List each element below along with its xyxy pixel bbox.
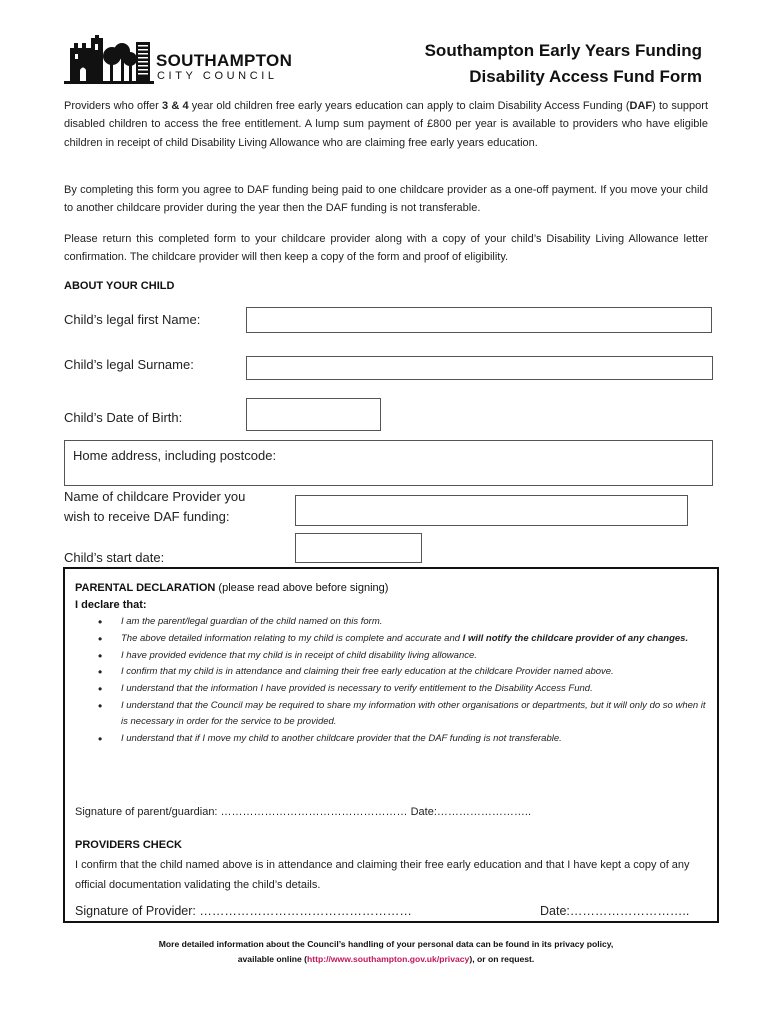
home-address-field[interactable]	[64, 440, 713, 486]
providers-check-text: I confirm that the child named above is in attendance and claiming their free early education and that I have kept a copy of any official documentation validating the child’s details.	[75, 859, 690, 891]
privacy-footer	[64, 937, 708, 967]
declaration-item: • I confirm that my child is in attendance and claiming their free early education at the childcare Provider named above.	[98, 664, 708, 680]
declaration-heading: PARENTAL DECLARATION (please read above before signing)	[75, 582, 389, 594]
declaration-item: • I understand that the Council may be required to share my information with other organisations or departments, but it will only do so when it is necessary in order for the service to be provided.	[98, 698, 708, 730]
first-name-field[interactable]	[246, 307, 712, 333]
declaration-item: • I understand that if I move my child to another childcare provider that the DAF funding is not transferable.	[98, 731, 708, 747]
start-date-label: Child’s start date:	[64, 550, 165, 565]
title-line-1: Southampton Early Years Funding	[424, 41, 702, 60]
provider-date-line[interactable]: Date:………………………..	[540, 904, 690, 918]
privacy-link[interactable]: http://www.southampton.gov.uk/privacy	[306, 954, 470, 964]
footer-line-1: More detailed information about the Council’s handling of your personal data can be found in its privacy policy,	[158, 939, 614, 949]
providers-check-heading: PROVIDERS CHECK	[75, 839, 182, 851]
council-logo-icon	[64, 34, 154, 84]
page-title	[425, 38, 702, 90]
intro-paragraph-3: Please return this completed form to your childcare provider along with a copy of your child’s Disability Living Allowance letter confirmation. The childcare provider will then keep a copy of the form and proof of eligibility.	[64, 233, 708, 264]
provider-name-field[interactable]	[295, 495, 688, 526]
intro-paragraph-1: Providers who offer 3 & 4 year old children free early years education can apply to claim Disability Access Funding (DAF) to support disabled children to access the free entitlement. A lump sum payment of £800 per year is available to providers who have eligible children in receipt of child Disability Living Allowance who are claiming free early years education.	[64, 100, 709, 149]
declaration-item: • I have provided evidence that my child is in receipt of child disability living allowance.	[98, 648, 708, 664]
title-line-2: Disability Access Fund Form	[469, 67, 702, 86]
intro-paragraph-2: By completing this form you agree to DAF funding being paid to one childcare provider as a one-off payment. If you move your child to another childcare provider during the year then the DAF funding is not transferable.	[64, 184, 708, 215]
declaration-item: • The above detailed information relating to my child is complete and accurate and I will notify the childcare provider of any changes.	[98, 631, 708, 647]
declare-that: I declare that:	[75, 599, 147, 611]
declaration-list	[98, 614, 708, 748]
footer-line-2: available online (http://www.southampton.gov.uk/privacy), or on request.	[237, 954, 535, 964]
dob-label: Child’s Date of Birth:	[64, 410, 183, 425]
provider-name-label: Name of childcare Provider you wish to receive DAF funding:	[64, 489, 246, 524]
logo-subtitle: CITY COUNCIL	[157, 70, 278, 82]
start-date-field[interactable]	[295, 533, 422, 563]
logo-name: SOUTHAMPTON	[156, 51, 293, 70]
parent-signature-line[interactable]: Signature of parent/guardian: …………………………………………… Date:……………………..	[75, 806, 532, 818]
surname-field[interactable]	[246, 356, 713, 380]
first-name-label: Child’s legal first Name:	[64, 312, 201, 327]
provider-signature-line[interactable]: Signature of Provider: ……………………………………………	[75, 904, 412, 918]
declaration-item: • I understand that the information I have provided is necessary to verify entitlement to the Disability Access Fund.	[98, 681, 708, 697]
home-address-label: Home address, including postcode:	[73, 448, 277, 463]
declaration-item: • I am the parent/legal guardian of the child named on this form.	[98, 614, 708, 630]
about-your-child-heading: ABOUT YOUR CHILD	[64, 280, 175, 292]
surname-label: Child’s legal Surname:	[64, 357, 194, 372]
dob-field[interactable]	[246, 398, 381, 431]
